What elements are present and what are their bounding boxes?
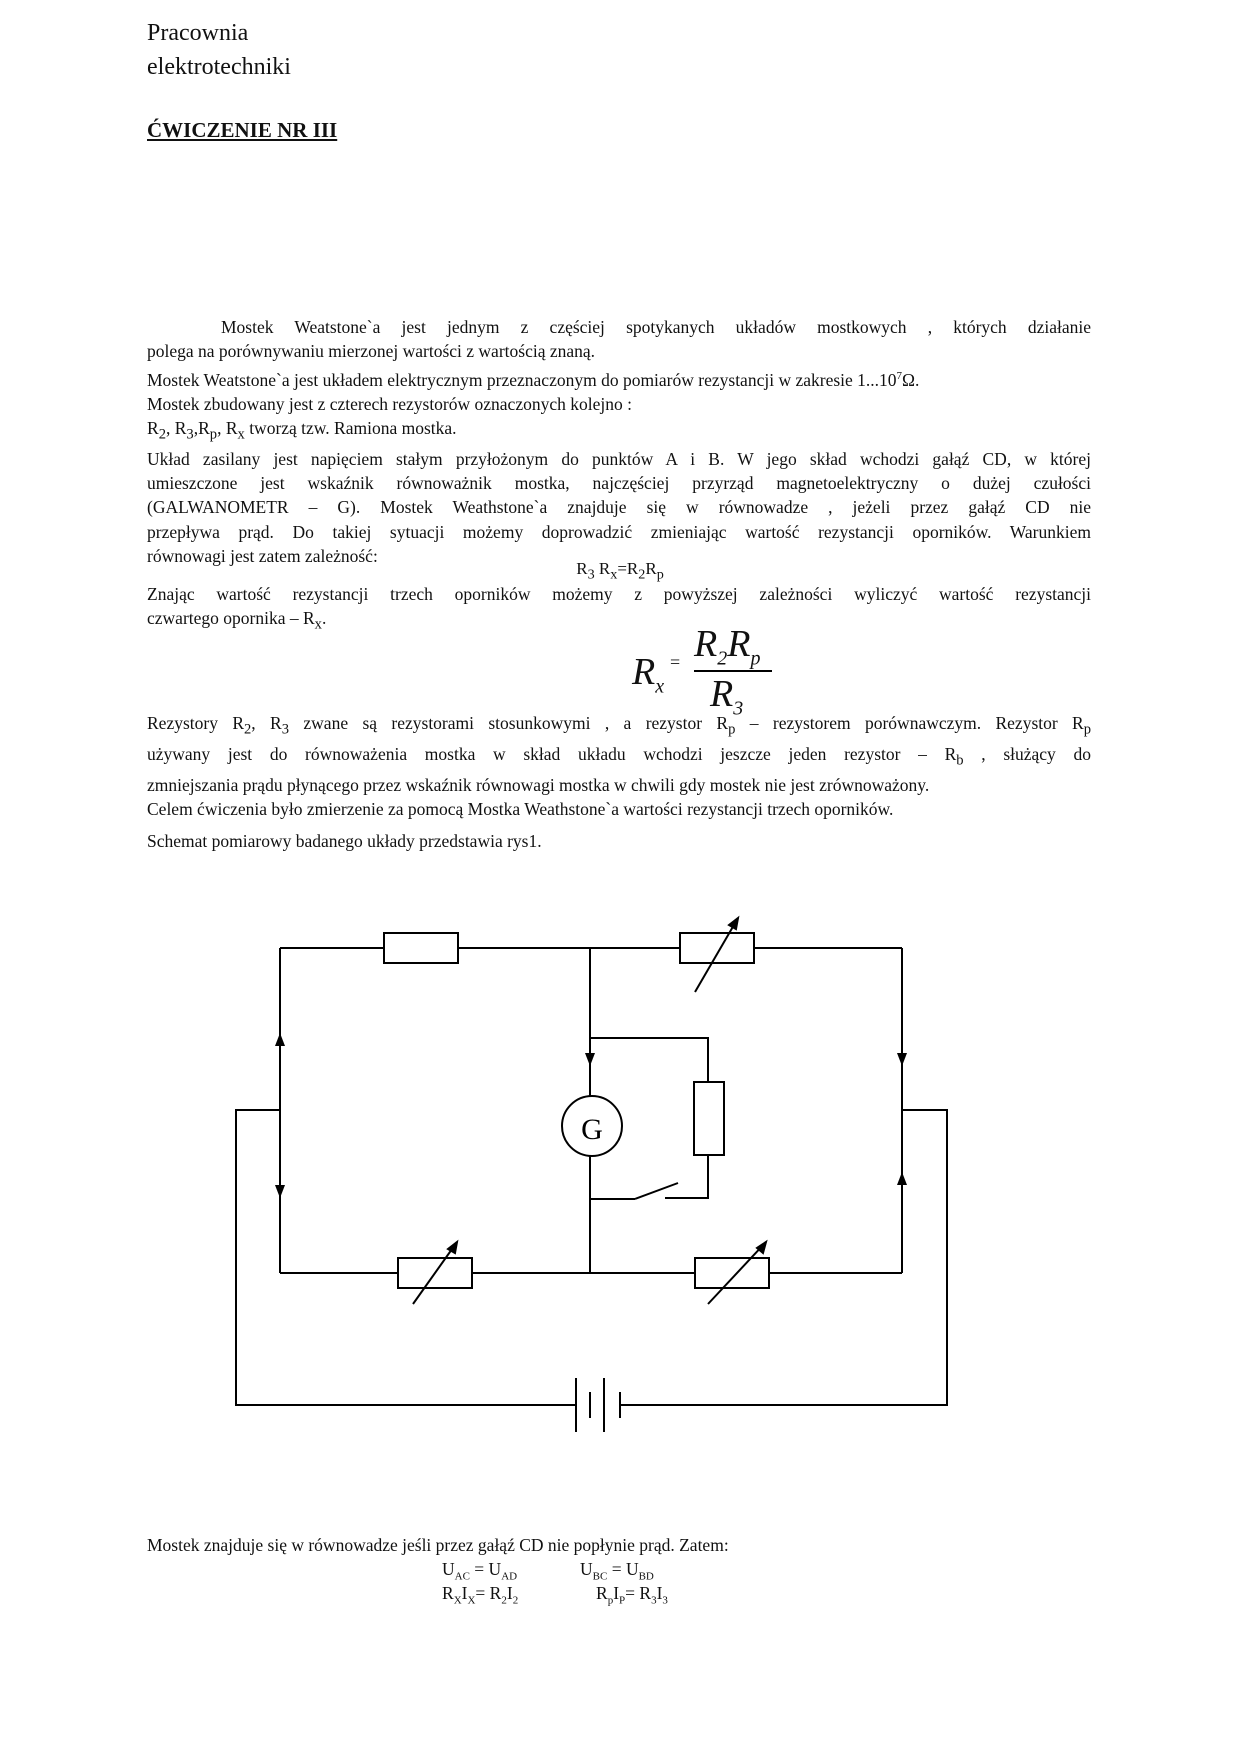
schema-caption: Schemat pomiarowy badanego układy przedstawia rys1.	[147, 831, 542, 851]
sym-r: R	[225, 418, 238, 439]
current-arrow-down-icon	[585, 1053, 595, 1066]
side-branch-upper-wire	[590, 1038, 708, 1082]
sub-b: b	[956, 752, 964, 769]
arrowhead-icon	[729, 918, 738, 929]
intro-p5-line1: Układ zasilany jest napięciem stałym przyłożonym do punktów A i B. W jego skład wchodzi gałąź CD, w której	[147, 448, 1091, 469]
sub-3: 3	[186, 426, 194, 443]
equals-sign: =	[475, 1583, 486, 1603]
intro-p5-line3: (GALWANOMETR – G). Mostek Weathstone`a znajduje się w równowadze , jeżeli przez gałąź CD nie	[147, 497, 1091, 518]
resistors-line1-b: zwane są rezystorami stosunkowymi , a rezystor R	[303, 713, 729, 733]
galvanometer-label: G	[581, 1113, 603, 1146]
sub-2: 2	[158, 426, 166, 443]
intro-p2-sup: 7	[896, 369, 903, 382]
comma: ,	[193, 418, 199, 439]
sym-r: R	[596, 1583, 608, 1603]
supply-right-wire	[620, 1110, 947, 1405]
period: .	[321, 608, 327, 629]
sym-r: R	[710, 673, 734, 715]
sym-r: R	[576, 559, 588, 578]
current-arrow-down-icon	[897, 1053, 907, 1066]
intro-p5-line5: równowagi jest zatem zależność:	[147, 546, 378, 566]
resistor-rx	[680, 933, 754, 963]
sub-x-upper: X	[467, 1594, 476, 1607]
sym-r: R	[626, 559, 639, 578]
sub-3: 3	[281, 721, 290, 738]
resistors-line1-c: – rezystorem porównawczym. Rezystor R	[749, 713, 1084, 733]
sub-bd: BD	[638, 1570, 654, 1583]
sym-r: R	[198, 418, 210, 439]
sym-r: R	[270, 713, 282, 733]
sym-i: I	[656, 1583, 663, 1603]
sym-i: I	[506, 1583, 513, 1603]
sym-r: R	[639, 1583, 652, 1603]
sym-r: R	[489, 1583, 502, 1603]
exercise-title: ĆWICZENIE NR III	[147, 118, 338, 142]
knowing-line1: Znając wartość rezystancji trzech oporników możemy z powyższej zależności wyliczyć wartość rezystancji	[147, 584, 1091, 604]
sym-u: U	[488, 1559, 502, 1579]
sub-3: 3	[587, 566, 595, 583]
current-arrow-down-icon	[275, 1185, 285, 1198]
current-arrow-up-icon	[897, 1172, 907, 1185]
comma: ,	[251, 713, 256, 733]
sym-r: R	[645, 559, 657, 578]
sym-r: R	[442, 1583, 454, 1603]
sym-r: R	[632, 651, 656, 693]
equals-sign: =	[625, 1583, 636, 1603]
equals-sign: =	[617, 559, 627, 578]
sub-3: 3	[662, 1594, 668, 1607]
resistors-line2-a: używany jest do równoważenia mostka w skład układu wchodzi jeszcze jeden rezystor – R	[147, 743, 957, 764]
sub-bc: BC	[592, 1570, 608, 1583]
intro-p5-line4: przepływa prąd. Do takiej sytuacji możemy doprowadzić zmieniając wartość rezystancji oporników. Warunkiem	[147, 521, 1091, 542]
comma: ,	[217, 418, 222, 439]
sub-p: p	[656, 566, 664, 583]
sub-3: 3	[651, 1594, 657, 1607]
sub-p-upper: P	[619, 1594, 626, 1607]
sub-x: x	[655, 675, 665, 698]
sub-2: 2	[638, 566, 646, 583]
sub-p: p	[728, 721, 736, 738]
sub-p: p	[209, 426, 218, 443]
sym-u: U	[442, 1559, 455, 1579]
resistors-line2-b: , służący do	[981, 743, 1092, 764]
resistor-rb	[694, 1082, 724, 1155]
sub-p: p	[607, 1594, 614, 1607]
sub-2: 2	[501, 1594, 507, 1607]
sub-2: 2	[512, 1594, 519, 1607]
header-line-1: Pracownia	[147, 20, 249, 46]
resistor-rp	[695, 1258, 769, 1288]
resistors-line3: zmniejszania prądu płynącego przez wskaźnik równowagi mostka w chwili gdy mostek nie jest zrównoważony.	[147, 774, 930, 795]
switch-blade	[635, 1183, 678, 1199]
intro-p5-line2: umieszczone jest wskaźnik równoważnik mostka, najczęściej przyrząd magnetoelektryczny o dużej czułości	[147, 473, 1091, 494]
battery-icon	[576, 1378, 620, 1432]
sub-x: x	[610, 566, 618, 583]
sym-u: U	[580, 1559, 593, 1579]
sub-x: x	[314, 616, 322, 633]
resistors-line1-a: Rezystory R	[147, 713, 244, 733]
conclusion-text: Mostek znajduje się w równowadze jeśli przez gałąź CD nie popłynie prąd. Zatem:	[147, 1535, 729, 1555]
side-branch-lower-wire	[665, 1155, 708, 1198]
formula-equals: =	[670, 652, 681, 672]
resistor-r2	[384, 933, 458, 963]
current-equation-1	[442, 1581, 518, 1613]
equals-sign: =	[474, 1559, 485, 1579]
resistors-line4: Celem ćwiczenia było zmierzenie za pomocą Mostka Weathstone`a wartości rezystancji trzech oporników.	[147, 798, 894, 819]
intro-p4-tail: tworzą tzw. Ramiona mostka.	[249, 418, 457, 439]
sub-p: p	[1083, 721, 1092, 738]
sym-r: R	[598, 559, 611, 578]
equals-sign: =	[611, 1559, 622, 1579]
intro-p3: Mostek zbudowany jest z czterech rezystorów oznaczonych kolejno :	[147, 393, 632, 414]
sym-r: R	[174, 418, 187, 439]
sym-r: R	[694, 623, 718, 665]
intro-p2-unit: Ω.	[902, 369, 920, 390]
sub-2: 2	[717, 647, 728, 670]
current-arrow-up-icon	[275, 1033, 285, 1046]
sym-i: I	[613, 1583, 620, 1603]
sym-r: R	[727, 623, 751, 665]
sym-r: R	[147, 418, 159, 439]
sym-u: U	[625, 1559, 639, 1579]
sub-ac: AC	[454, 1570, 470, 1583]
sub-ad: AD	[501, 1570, 518, 1583]
intro-p2-text: Mostek Weatstone`a jest układem elektrycznym przeznaczonym do pomiarów rezystancji w zakresie 1...10	[147, 369, 897, 390]
current-equation-2	[596, 1581, 668, 1613]
sub-2: 2	[244, 721, 252, 738]
comma: ,	[165, 418, 171, 439]
sym-i: I	[461, 1583, 468, 1603]
sub-x: x	[237, 426, 245, 443]
sub-x-upper: X	[453, 1594, 462, 1607]
sub-p: p	[750, 647, 761, 670]
intro-p1-line1: Mostek Weatstone`a jest jednym z częściej spotykanych układów mostkowych , których działanie	[221, 317, 1091, 337]
header-line-2: elektrotechniki	[147, 54, 291, 80]
sub-3: 3	[733, 697, 744, 720]
intro-p1-line2: polega na porównywaniu mierzonej wartości z wartością znaną.	[147, 341, 596, 362]
knowing-line2-text: czwartego opornika – R	[147, 608, 315, 629]
